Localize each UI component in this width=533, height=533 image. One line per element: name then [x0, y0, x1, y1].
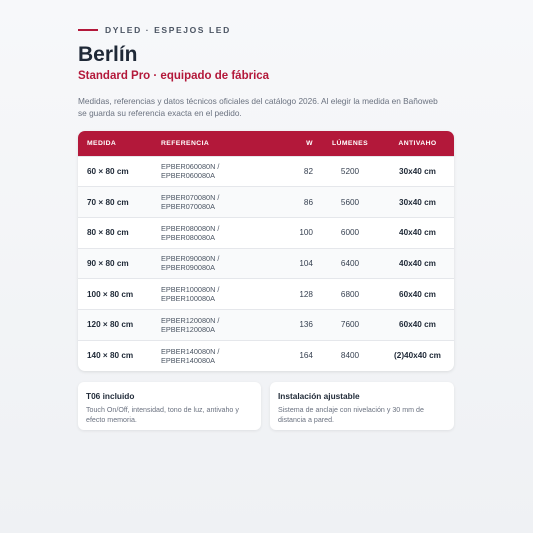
specs-table	[78, 131, 454, 371]
cell-medida: 60 × 80 cm	[87, 166, 129, 176]
ref-line: EPBER100080N /	[161, 285, 220, 295]
cell-w: 82	[303, 166, 313, 176]
accent-rule	[78, 29, 98, 31]
cell-medida: 100 × 80 cm	[87, 289, 134, 299]
feature-title: Instalación ajustable	[278, 391, 360, 401]
page-title: Berlín	[78, 43, 138, 66]
ref-line: EPBER100080A	[161, 294, 215, 304]
cell-w: 100	[299, 228, 313, 238]
column-header-lumenes: LÚMENES	[331, 139, 369, 147]
cell-w: 128	[299, 289, 313, 299]
column-header-antivaho: ANTIVAHO	[398, 139, 437, 147]
cell-referencia	[155, 217, 267, 248]
eyebrow	[78, 25, 231, 35]
cell-antivaho: 40x40 cm	[399, 228, 436, 238]
table-row	[78, 340, 454, 371]
ref-line: EPBER080080N /	[161, 223, 220, 233]
eyebrow-text: DYLED · ESPEJOS LED	[105, 25, 231, 35]
page-subtitle: Standard Pro · equipado de fábrica	[78, 70, 270, 82]
cell-w: 164	[299, 351, 313, 361]
cell-lumenes: 6800	[340, 289, 360, 299]
cell-referencia	[155, 156, 267, 187]
column-header-w: W	[306, 139, 313, 147]
ref-line: EPBER140080A	[161, 355, 215, 365]
cell-referencia	[155, 187, 267, 218]
ref-line: EPBER090080N /	[161, 254, 220, 264]
cell-medida: 140 × 80 cm	[87, 351, 134, 361]
cell-medida: 80 × 80 cm	[87, 228, 129, 238]
cell-medida: 120 × 80 cm	[87, 320, 134, 330]
cell-w: 86	[303, 197, 313, 207]
ref-line: EPBER070080A	[161, 202, 215, 212]
cell-lumenes: 5600	[340, 197, 360, 207]
column-header-medida: MEDIDA	[87, 139, 117, 147]
ref-line: EPBER120080A	[161, 324, 215, 334]
cell-lumenes: 5200	[340, 166, 360, 176]
ref-line: EPBER090080A	[161, 263, 215, 273]
specs-table-card	[78, 131, 454, 371]
feature-card-instalacion	[270, 382, 454, 430]
ref-line: EPBER060080N /	[161, 162, 220, 172]
cell-antivaho: (2)40x40 cm	[394, 351, 441, 361]
ref-line: EPBER140080N /	[161, 346, 220, 356]
table-row	[78, 279, 454, 310]
cell-referencia	[155, 340, 267, 371]
cell-lumenes: 8400	[340, 351, 360, 361]
table-row	[78, 217, 454, 248]
feature-text: Touch On/Off, intensidad, tono de luz, antivaho y efecto memoria.	[86, 406, 239, 424]
cell-antivaho: 60x40 cm	[399, 320, 436, 330]
cell-lumenes: 7600	[340, 320, 360, 330]
ref-line: EPBER070080N /	[161, 193, 220, 203]
cell-antivaho: 30x40 cm	[399, 166, 436, 176]
intro-text: Medidas, referencias y datos técnicos oficiales del catálogo 2026. Al elegir la medida en Bañoweb se guarda su referencia exacta en el pedido.	[78, 96, 438, 118]
table-header-row	[78, 131, 454, 156]
cell-lumenes: 6400	[340, 258, 360, 268]
cell-referencia	[155, 279, 267, 310]
table-row	[78, 248, 454, 279]
cell-referencia	[155, 309, 267, 340]
cell-w: 136	[299, 320, 313, 330]
cell-antivaho: 60x40 cm	[399, 289, 436, 299]
cell-referencia	[155, 248, 267, 279]
feature-text: Sistema de anclaje con nivelación y 30 mm de distancia a pared.	[278, 406, 424, 424]
cell-lumenes: 6000	[340, 228, 360, 238]
cell-antivaho: 30x40 cm	[399, 197, 436, 207]
feature-title: T06 incluido	[86, 391, 135, 401]
ref-line: EPBER080080A	[161, 232, 215, 242]
cell-medida: 90 × 80 cm	[87, 258, 129, 268]
ref-line: EPBER060080A	[161, 171, 215, 181]
cell-antivaho: 40x40 cm	[399, 258, 436, 268]
cell-medida: 70 × 80 cm	[87, 197, 129, 207]
ref-line: EPBER120080N /	[161, 315, 220, 325]
table-row	[78, 309, 454, 340]
cell-w: 104	[299, 258, 313, 268]
feature-card-t06	[78, 382, 261, 430]
column-header-referencia: REFERENCIA	[161, 139, 210, 147]
table-row	[78, 187, 454, 218]
table-row	[78, 156, 454, 187]
